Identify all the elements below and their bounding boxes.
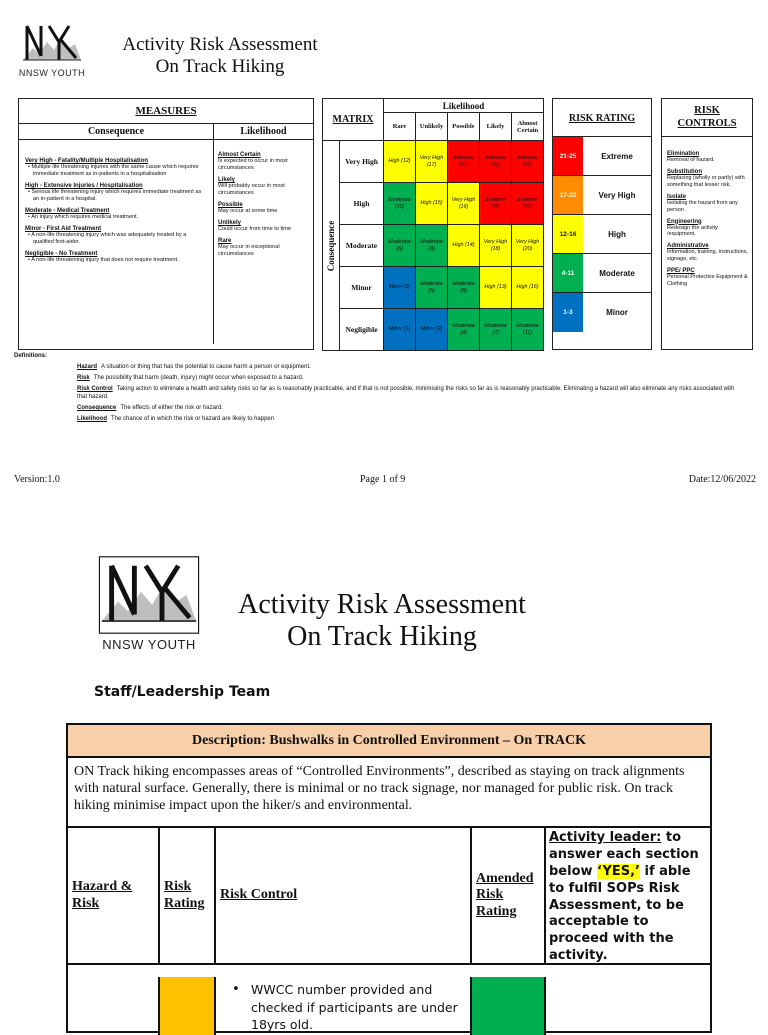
risk-control-item (667, 243, 748, 263)
risk-control-heading: PPE/ PPC (667, 268, 695, 275)
risk-control-body: Information, training, instructions, signage, etc. (667, 249, 749, 263)
page-title (100, 34, 340, 78)
title-line-2: On Track Hiking (155, 55, 285, 77)
footer-page: Page 1 of 9 (360, 474, 406, 485)
risk-rating-range: 12-16 (553, 215, 583, 253)
matrix-row-header: Minor (340, 267, 384, 309)
matrix-box (322, 98, 544, 350)
table-row (68, 965, 710, 1035)
matrix-cell: Extreme (25) (512, 141, 544, 183)
matrix-row-header: Negligible (340, 309, 384, 351)
matrix-cell: Extreme (21) (448, 141, 480, 183)
risk-controls-box (661, 98, 753, 350)
likelihood-item (218, 177, 309, 197)
definition-item (77, 374, 744, 382)
likelihood-item (218, 152, 309, 172)
consequence-heading: Negligible - No Treatment (25, 250, 98, 257)
matrix-cell: High (16) (512, 267, 544, 309)
risk-control-cell (216, 977, 472, 1035)
consequence-heading: Very High - Fatality/Multiple Hospitalisation (25, 158, 149, 164)
consequence-body: • An injury which requires medical treatment. (28, 213, 139, 220)
description-row: Description: Bushwalks in Controlled Environment – On TRACK (68, 725, 710, 758)
table-header (68, 828, 710, 965)
risk-rating-cell (160, 977, 216, 1035)
risk-control-heading: Isolate (667, 193, 687, 200)
header-amended-risk-rating: Amended Risk Rating (472, 828, 546, 963)
risk-control-heading: Elimination (667, 151, 700, 158)
activity-leader-cell (546, 977, 710, 1035)
likelihood-heading: Almost Certain (218, 152, 261, 158)
risk-rating-row (553, 293, 651, 332)
risk-rating-label: Extreme (601, 151, 633, 161)
risk-rating-label: Moderate (599, 268, 635, 278)
consequence-item (25, 183, 207, 203)
definition-item (77, 415, 744, 423)
likelihood-body: May occur in exceptional circumstances (218, 243, 280, 257)
definition-text: The effects of either the risk or hazard. (120, 405, 223, 412)
matrix-cell: Moderate (8) (448, 267, 480, 309)
likelihood-heading: Unlikely (218, 219, 242, 226)
risk-control-item (667, 268, 748, 288)
matrix-cell: Moderate (11) (512, 309, 544, 351)
risk-controls-title: RISK CONTROLS (677, 105, 737, 129)
matrix-cell: Extreme (23) (512, 183, 544, 225)
likelihood-item (218, 220, 309, 233)
definition-text: A situation or thing that has the potential to cause harm a person or equipment. (101, 364, 311, 370)
consequence-heading: Minor - First Aid Treatment (25, 225, 102, 232)
risk-rating-list (553, 136, 651, 332)
risk-rating-range: 21-25 (553, 137, 583, 175)
consequence-list (19, 140, 214, 344)
consequence-header: Consequence (19, 124, 214, 139)
subtitle: Staff/Leadership Team (94, 684, 271, 700)
definition-text: The possibility that harm (death, injury) might occur when exposed to a hazard. (93, 375, 304, 382)
header-hazard: Hazard & Risk (68, 828, 160, 963)
risk-assessment-table (66, 723, 712, 1033)
risk-control-heading: Administrative (667, 243, 709, 250)
likelihood-body: Is expected to occur in most circumstances (218, 158, 288, 171)
matrix-cell: High (15) (416, 183, 448, 225)
risk-control-bullet: • WWCC number provided and checked if participants are under 18yrs old. (224, 981, 464, 1034)
consequence-heading: High - Extensive Injuries / Hospitalisation (25, 182, 143, 189)
risk-rating-box (552, 98, 652, 350)
consequence-item (25, 251, 207, 264)
likelihood-body: Will probably occur in most circumstances (218, 182, 285, 196)
header-risk-rating: Risk Rating (160, 828, 216, 963)
definitions-label: Definitions: (14, 353, 47, 359)
risk-rating-range: 4-11 (553, 254, 583, 292)
consequence-item (25, 158, 207, 178)
likelihood-header: Likelihood (240, 126, 287, 137)
matrix-cell: Moderate (10) (384, 183, 416, 225)
mountain-logo-icon (97, 556, 201, 634)
consequence-body: • Serious life threatening injury which requires immediate treatment as an in-patient in a hospital. (28, 188, 202, 202)
risk-control-body: Removal of hazard. (667, 157, 715, 164)
definition-item (77, 385, 744, 401)
risk-rating-title: RISK RATING (568, 113, 636, 124)
risk-control-item (667, 169, 748, 189)
matrix-row-header: Moderate (340, 225, 384, 267)
title-line-1: Activity Risk Assessment (122, 34, 318, 55)
consequence-body: • A non-life threatening injury that does not require treatment. (28, 256, 179, 263)
risk-matrix (322, 98, 544, 351)
consequence-item (25, 208, 207, 221)
matrix-row-header: High (340, 183, 384, 225)
amended-risk-rating-cell (472, 977, 546, 1035)
matrix-cell: Very High (18) (480, 225, 512, 267)
matrix-column-header: Possible (448, 113, 480, 141)
mountain-logo-icon (21, 20, 83, 68)
definition-term: Risk (77, 375, 90, 382)
matrix-cell: High (14) (448, 225, 480, 267)
risk-control-item (667, 219, 748, 239)
matrix-cell: Very High (19) (448, 183, 480, 225)
definition-item (77, 363, 744, 371)
risk-control-heading: Engineering (667, 218, 702, 225)
title-line-2: On Track Hiking (287, 621, 477, 653)
likelihood-heading: Likely (218, 176, 236, 183)
logo-text: NNSW YOUTH (102, 637, 196, 652)
logo-text: NNSW YOUTH (18, 68, 86, 78)
measures-title: MEASURES (135, 105, 197, 117)
measures-box (18, 98, 314, 350)
risk-rating-row (553, 254, 651, 293)
definition-term: Consequence (77, 405, 117, 412)
matrix-cell: High (13) (480, 267, 512, 309)
matrix-column-header: Almost Certain (512, 113, 544, 141)
matrix-title: MATRIX (323, 99, 384, 141)
consequence-body: • A non-life threatening injury which was adequately treated by a qualified first-aider. (28, 231, 187, 245)
consequence-axis-label: Consequence (323, 141, 340, 351)
risk-rating-label: Minor (606, 308, 628, 317)
header-activity-leader: Activity leader: to answer each section below ‘YES,’ if able to fulfil SOPs Risk Assessment, to be acceptable to proceed with the activity. (549, 830, 699, 964)
matrix-column-header: Unlikely (416, 113, 448, 141)
matrix-cell: Moderate (5) (416, 267, 448, 309)
matrix-cell: Very High (20) (512, 225, 544, 267)
risk-control-item (667, 194, 748, 214)
footer-version: Version:1.0 (14, 474, 60, 485)
likelihood-list (214, 140, 313, 344)
definition-text: The chance of in which the risk or hazard are likely to happen (111, 416, 275, 423)
likelihood-label: Likelihood (384, 99, 544, 113)
matrix-cell: Extreme (24) (480, 141, 512, 183)
risk-rating-range: 1-3 (553, 293, 583, 332)
hazard-cell (68, 977, 160, 1035)
matrix-column-header: Rare (384, 113, 416, 141)
nnsw-youth-logo-large (94, 556, 204, 652)
risk-controls-list (662, 136, 752, 288)
likelihood-body: May occur at some time (218, 207, 278, 214)
matrix-cell: Moderate (7) (480, 309, 512, 351)
matrix-cell: Moderate (6) (384, 225, 416, 267)
matrix-cell: Minor (3) (384, 267, 416, 309)
matrix-cell: Moderate (4) (448, 309, 480, 351)
matrix-cell: Minor (2) (416, 309, 448, 351)
matrix-row-header: Very High (340, 141, 384, 183)
definition-text: Taking action to eliminate a health and safety risks so far as is reasonably practicable, and if that is not possible, minimising the risks so far as is reasonably practicable. Eliminating a hazard will also eliminate any risks associated with that hazard. (77, 386, 735, 401)
consequence-body: • Multiple life threatening injuries with the same cause which requires immediate treatment as in-patients in a hospitalisation (28, 164, 199, 177)
matrix-cell: Moderate (9) (416, 225, 448, 267)
likelihood-body: Could occur from time to time (218, 225, 292, 232)
intro-text: ON Track hiking encompasses areas of “Controlled Environments”, described as staying on track alignments with natural surface. Generally, there is minimal or no track signage, nor managed for public risk. On track hiking minimise impact upon the hiker/s and environmental. (68, 758, 710, 828)
matrix-column-header: Likely (480, 113, 512, 141)
consequence-item (25, 226, 207, 246)
definition-term: Risk Control (77, 386, 113, 393)
risk-rating-row (553, 176, 651, 215)
definition-term: Hazard (77, 364, 98, 370)
header-risk-control: Risk Control (216, 828, 472, 963)
matrix-cell: Very High (17) (416, 141, 448, 183)
consequence-heading: Moderate - Medical Treatment (25, 207, 110, 214)
definitions-block (14, 353, 744, 427)
risk-control-item (667, 151, 748, 164)
matrix-cell: Extreme (22) (480, 183, 512, 225)
definition-term: Likelihood (77, 416, 107, 423)
matrix-cell: Minor (1) (384, 309, 416, 351)
risk-control-body: Redesign the activity /equipment. (667, 224, 718, 238)
risk-rating-label: Very High (598, 190, 636, 200)
risk-rating-row (553, 215, 651, 254)
page-2-title (212, 589, 552, 653)
measures-header (19, 123, 313, 140)
risk-control-body: Isolating the hazard from any person . (667, 199, 738, 213)
likelihood-heading: Rare (218, 237, 232, 244)
risk-control-body: Personal Protective Equipment & Clothing (667, 274, 748, 287)
likelihood-item (218, 202, 309, 215)
matrix-cell: High (12) (384, 141, 416, 183)
risk-rating-row (553, 137, 651, 176)
likelihood-heading: Possible (218, 201, 243, 208)
footer-date: Date:12/06/2022 (688, 474, 756, 485)
nnsw-youth-logo (14, 20, 90, 78)
likelihood-item (218, 238, 309, 258)
risk-control-body: Replacing (wholly or partly) with something that lesser risk. (667, 175, 745, 188)
definition-item (77, 404, 744, 412)
risk-control-heading: Substitution (667, 169, 702, 176)
risk-rating-range: 17-20 (553, 176, 583, 214)
risk-rating-label: High (608, 229, 626, 239)
title-line-1: Activity Risk Assessment (238, 589, 526, 620)
